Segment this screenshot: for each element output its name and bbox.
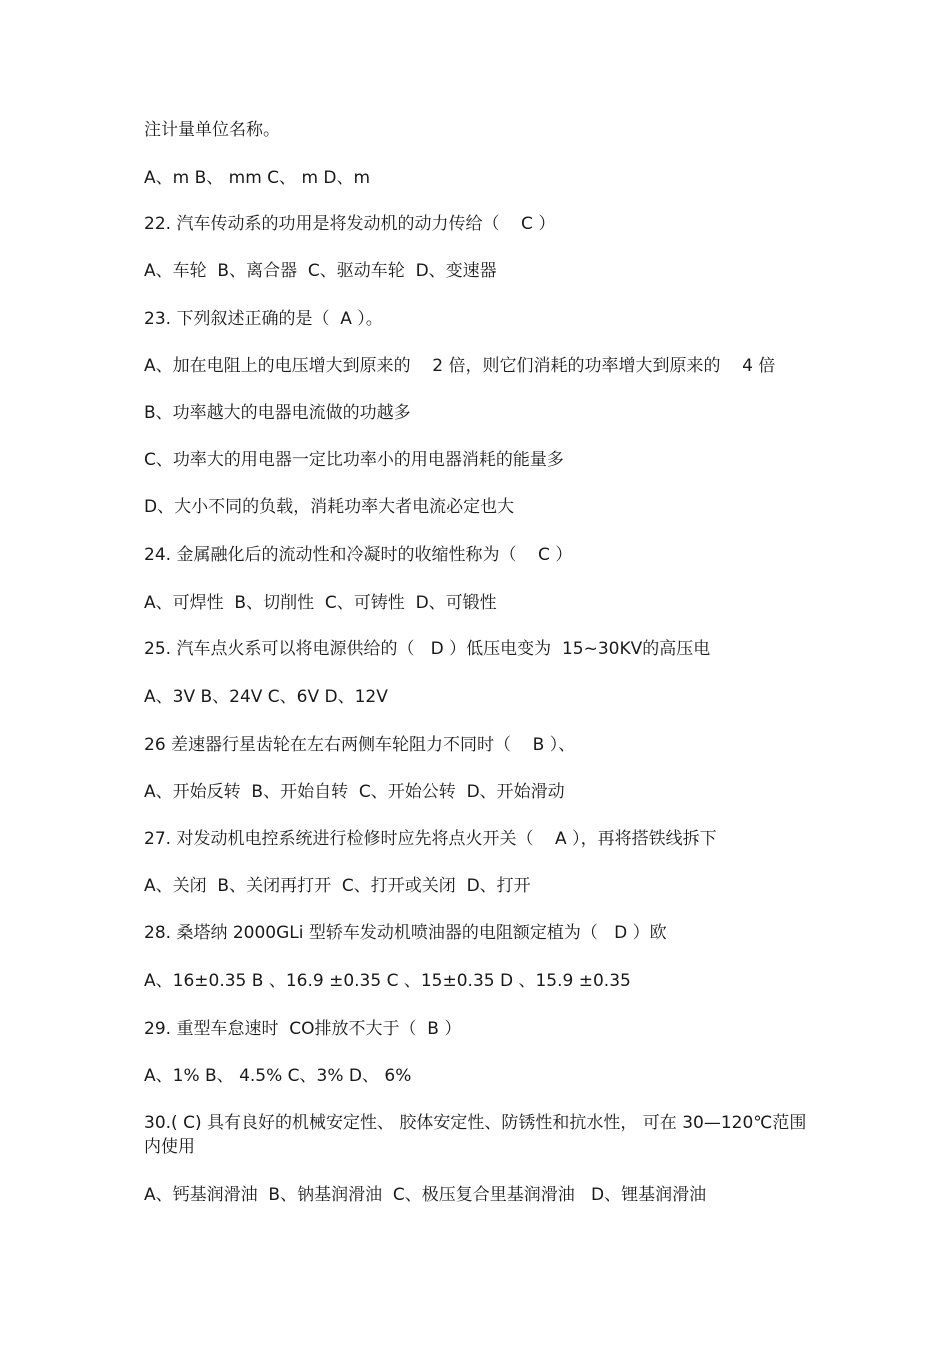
- option-line: A、加在电阻上的电压增大到原来的 2 倍，则它们消耗的功率增大到原来的 4 倍: [144, 356, 776, 376]
- option-line: C、功率大的用电器一定比功率小的用电器消耗的能量多: [144, 450, 564, 470]
- question-line: 30.( C) 具有良好的机械安定性、 胶体安定性、防锈性和抗水性， 可在 30—120℃范围内使用: [144, 1113, 807, 1157]
- options-line: A、开始反转 B、开始自转 C、开始公转 D、开始滑动: [144, 782, 565, 802]
- options-line: A、钙基润滑油 B、钠基润滑油 C、极压复合里基润滑油 D、锂基润滑油: [144, 1185, 707, 1205]
- question-line: 24. 金属融化后的流动性和冷凝时的收缩性称为（ C ）: [144, 545, 573, 565]
- question-line: 26 差速器行星齿轮在左右两侧车轮阻力不同时（ B ）、: [144, 735, 576, 755]
- text-line: A、m B、 mm C、 m D、m: [144, 168, 371, 188]
- options-line: A、1% B、 4.5% C、3% D、 6%: [144, 1066, 412, 1086]
- options-line: A、16±0.35 B 、16.9 ±0.35 C 、15±0.35 D 、15.9 ±0.35: [144, 971, 631, 991]
- question-line: 28. 桑塔纳 2000GLi 型轿车发动机喷油器的电阻额定植为（ D ）欧: [144, 923, 667, 943]
- option-line: D、大小不同的负载，消耗功率大者电流必定也大: [144, 497, 515, 517]
- options-line: A、3V B、24V C、6V D、12V: [144, 687, 388, 707]
- question-line: 29. 重型车怠速时 CO排放不大于（ B ）: [144, 1019, 462, 1039]
- options-line: A、可焊性 B、切削性 C、可铸性 D、可锻性: [144, 593, 497, 613]
- question-line: 23. 下列叙述正确的是（ A ）。: [144, 309, 383, 329]
- question-line: 25. 汽车点火系可以将电源供给的（ D ）低压电变为 15~30KV的高压电: [144, 639, 711, 659]
- options-line: A、车轮 B、离合器 C、驱动车轮 D、变速器: [144, 261, 497, 281]
- text-line: 注计量单位名称。: [144, 120, 280, 140]
- question-line: 22. 汽车传动系的功用是将发动机的动力传给（ C ）: [144, 214, 556, 234]
- option-line: B、功率越大的电器电流做的功越多: [144, 403, 411, 423]
- question-line: 27. 对发动机电控系统进行检修时应先将点火开关（ A ），再将搭铁线拆下: [144, 829, 717, 849]
- options-line: A、关闭 B、关闭再打开 C、打开或关闭 D、打开: [144, 876, 531, 896]
